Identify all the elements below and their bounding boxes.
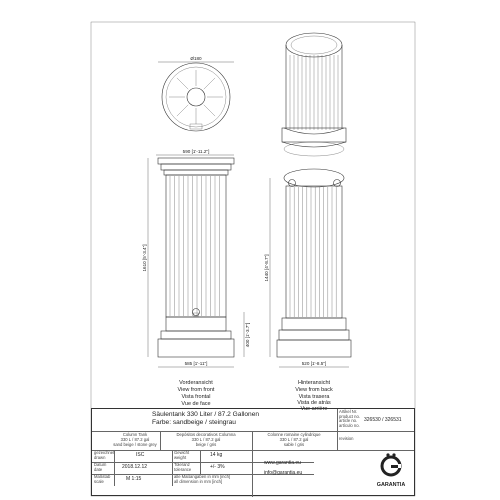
front-height-total-label: 1610 [5'-3.4"] — [142, 244, 147, 272]
units-note-de: alle Maßangaben in mm [inch] — [174, 474, 231, 479]
weight-value: 14 kg — [210, 452, 223, 458]
back-height-label: 1440 [4'-8.7"] — [264, 254, 269, 282]
top-view — [158, 56, 234, 131]
front-caption-en: View from front — [177, 387, 215, 393]
front-caption-fr: Vue de face — [181, 401, 211, 407]
desc-es-1: Depósitos decorativos Columna — [176, 432, 236, 437]
drawn-label-en: drawn — [94, 454, 106, 460]
lid-spoke — [204, 105, 215, 116]
weight-label-en: weight — [174, 454, 187, 460]
lid-spoke — [204, 78, 215, 89]
back-width-base-label: 520 [1'-8.5"] — [301, 361, 327, 366]
units-note-en: all dimension in mm [inch] — [174, 478, 223, 484]
article-label-de: Artikel Nr. — [339, 409, 358, 414]
front-view — [142, 149, 250, 407]
garantia-logo-icon — [372, 452, 410, 490]
back-caption-de: Hinteransicht — [297, 380, 331, 386]
desc-en-2: 330 L / 87.2 gal — [120, 437, 150, 442]
email-link[interactable]: info@garantia.eu — [264, 470, 303, 476]
article-label-en: product no. — [339, 413, 360, 419]
article-value: 326530 / 326531 — [364, 417, 402, 423]
desc-en-1: Column Tank — [122, 432, 148, 437]
weight-label-de: Gewicht — [174, 450, 190, 455]
desc-es-2: 330 L / 87.2 gal — [191, 437, 221, 442]
back-caption-es1: Vista trasera — [298, 394, 330, 400]
desc-en-3: sand beige / stone grey — [113, 442, 157, 447]
isometric-view — [282, 33, 346, 156]
brand-text: GARANTIA — [376, 482, 406, 488]
desc-fr-2: 330 L / 87.2 gal — [279, 437, 309, 442]
lid-spoke — [177, 105, 188, 116]
diameter-label: Ø180 — [190, 56, 202, 61]
scale-label-de: Maßstab — [94, 474, 111, 479]
tolerance-label-de: Toleranz — [174, 462, 190, 467]
title-block — [91, 408, 415, 496]
scale-value: M 1:15 — [126, 476, 142, 482]
date-label-en: date — [94, 466, 103, 472]
article-label-fr: article no. — [339, 418, 358, 423]
back-view — [264, 169, 351, 412]
front-caption-es: Vista frontal — [181, 394, 211, 400]
article-label-es: artículo no. — [339, 422, 360, 428]
front-width-base-label: 585 [1'-11"] — [184, 361, 208, 366]
tolerance-label-en: tolerance — [174, 466, 192, 472]
drawn-value: ISC — [136, 452, 145, 458]
desc-fr-3: sable / gris — [283, 442, 305, 447]
front-height-tap-label: 400 [1'-3.7"] — [245, 322, 250, 348]
date-value: 2018.12.12 — [122, 464, 148, 470]
desc-es-3: beige / gris — [195, 442, 217, 447]
garantia-logo — [372, 452, 410, 490]
front-width-top-label: 590 [1'-11.2"] — [182, 149, 210, 154]
back-caption-en: View from back — [295, 387, 333, 393]
front-caption-de: Vorderansicht — [179, 380, 213, 386]
lid-spoke — [177, 78, 188, 89]
back-caption-es2: Vista de atrás — [297, 400, 331, 406]
desc-fr-1: Colonne romaine cylindrique — [267, 432, 321, 437]
revision-label: revision — [339, 436, 354, 441]
scale-label-en: scale — [94, 478, 104, 484]
title-line-1: Säulentank 330 Liter / 87.2 Gallonen — [152, 411, 260, 418]
date-label-de: Datum — [94, 462, 107, 467]
tolerance-value: +/- 3% — [210, 464, 225, 470]
website-link[interactable]: www.garantia.eu — [264, 460, 301, 466]
drawn-label-de: gezeichnet — [94, 450, 115, 455]
back-caption-fr: Vue arrière — [300, 406, 328, 412]
title-line-2: Farbe: sandbeige / steingrau — [152, 419, 236, 426]
